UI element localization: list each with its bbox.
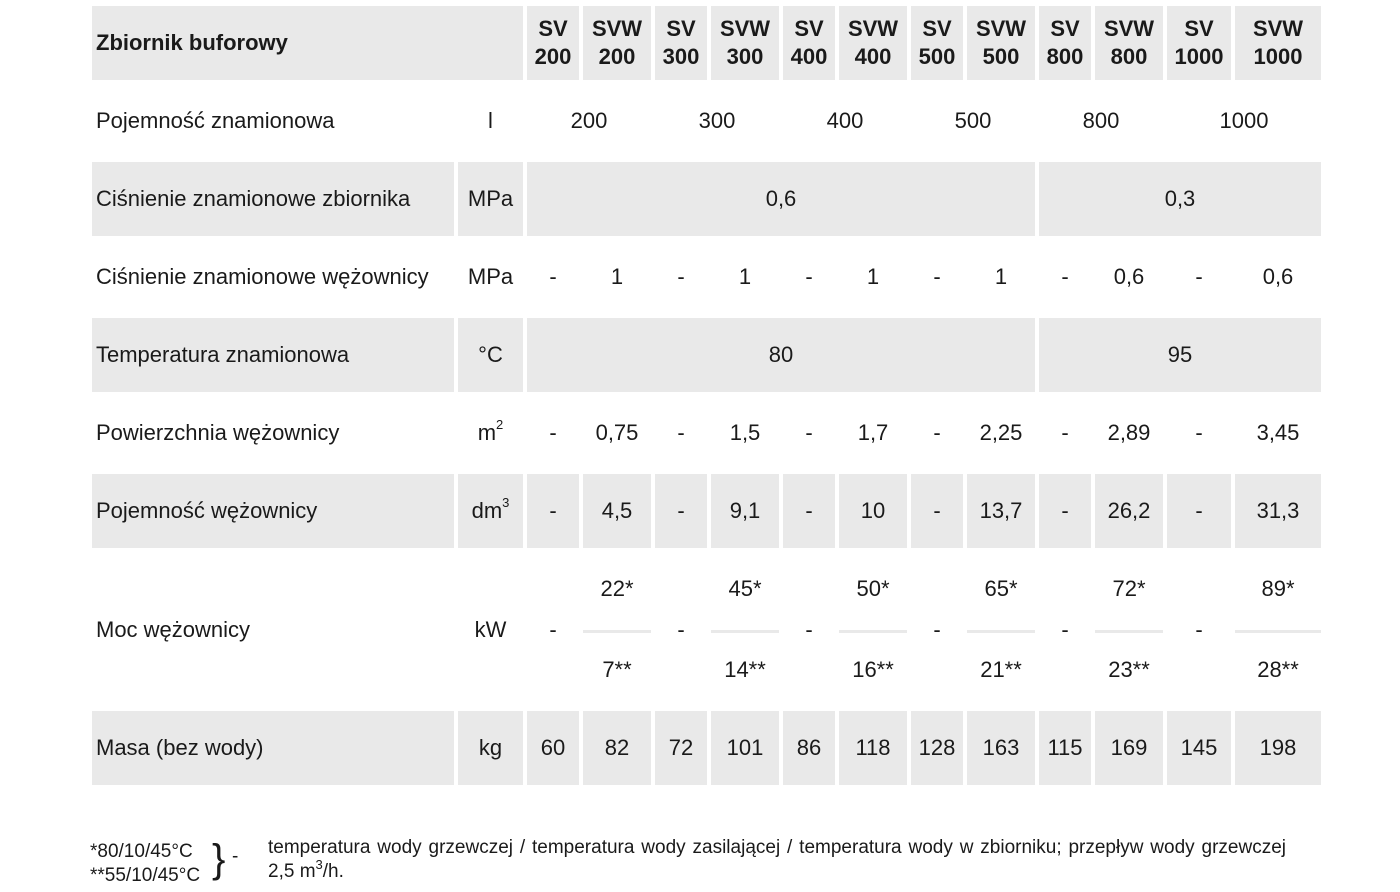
value-cell: 169 [1095,711,1163,785]
row-pojemnosc-wezownicy [92,474,1321,548]
value-cell: - [911,552,963,707]
value-cell: - [1167,474,1231,548]
value-cell: 3,45 [1235,396,1321,470]
row-label: Pojemność znamionowa [92,84,454,158]
value-cell: 7** [583,630,651,707]
footnote-condition-1: *80/10/45°C [90,841,193,862]
model-header-7 [967,6,1035,80]
model-size: 200 [534,44,572,69]
value-cell: 118 [839,711,907,785]
value-cell: 300 [655,84,779,158]
model-size: 1000 [1174,44,1224,69]
model-header-5 [839,6,907,80]
model-header-8 [1039,6,1091,80]
model-header-2 [655,6,707,80]
row-masa [92,711,1321,785]
value-cell: 80 [527,318,1035,392]
value-cell: 128 [911,711,963,785]
model-header-10 [1167,6,1231,80]
unit-cell: MPa [458,162,523,236]
value-cell: 31,3 [1235,474,1321,548]
model-type: SV [794,16,824,41]
value-cell: 2,89 [1095,396,1163,470]
value-cell: - [1039,240,1091,314]
model-size: 400 [854,44,892,69]
value-cell: - [783,240,835,314]
model-type: SVW [1103,16,1155,41]
model-type: SV [1184,16,1214,41]
footnote-brace: } [212,837,226,881]
model-header-6 [911,6,963,80]
model-size: 300 [662,44,700,69]
value-cell: 115 [1039,711,1091,785]
value-cell: 1 [839,240,907,314]
value-cell: 60 [527,711,579,785]
model-type: SVW [975,16,1027,41]
model-size: 800 [1110,44,1148,69]
value-cell: - [1039,474,1091,548]
row-moc [92,552,1321,626]
unit-cell: MPa [458,240,523,314]
model-size: 800 [1046,44,1084,69]
value-cell: - [783,474,835,548]
value-cell: 145 [1167,711,1231,785]
value-cell: 95 [1039,318,1321,392]
value-cell: 0,6 [527,162,1035,236]
value-cell: 86 [783,711,835,785]
value-cell: - [911,240,963,314]
value-cell: 4,5 [583,474,651,548]
unit-cell: kg [458,711,523,785]
value-cell: 72* [1095,552,1163,626]
model-size: 200 [598,44,636,69]
model-type: SVW [591,16,643,41]
buffer-tank-spec-table [88,2,1325,789]
unit-cell: kW [458,552,523,707]
model-header-4 [783,6,835,80]
value-cell: 400 [783,84,907,158]
header-row [92,6,1321,80]
model-header-11 [1235,6,1321,80]
value-cell: 200 [527,84,651,158]
value-cell: 1 [711,240,779,314]
value-cell: - [1039,396,1091,470]
row-pojemnosc [92,84,1321,158]
unit-cell: °C [458,318,523,392]
model-size: 500 [918,44,956,69]
unit-exponent: 3 [502,495,510,510]
value-cell: 163 [967,711,1035,785]
value-cell: 50* [839,552,907,626]
unit-base: dm [471,498,503,523]
value-cell: 23** [1095,630,1163,707]
value-cell: - [527,552,579,707]
model-header-1 [583,6,651,80]
value-cell: 0,3 [1039,162,1321,236]
value-cell: 1,5 [711,396,779,470]
value-cell: - [783,396,835,470]
model-size: 300 [726,44,764,69]
value-cell: 65* [967,552,1035,626]
value-cell: 72 [655,711,707,785]
value-cell: 0,75 [583,396,651,470]
row-label: Masa (bez wody) [92,711,454,785]
value-cell: 9,1 [711,474,779,548]
model-header-0 [527,6,579,80]
value-cell: 28** [1235,630,1321,707]
value-cell: - [911,474,963,548]
row-cisnienie-wezownicy [92,240,1321,314]
footnote-condition-2: **55/10/45°C [90,865,201,886]
value-cell: 13,7 [967,474,1035,548]
model-type: SV [538,16,568,41]
model-type: SVW [719,16,771,41]
row-temperatura [92,318,1321,392]
value-cell: 1000 [1167,84,1321,158]
unit-cell [458,474,523,548]
row-label: Temperatura znamionowa [92,318,454,392]
value-cell: - [655,396,707,470]
model-size: 500 [982,44,1020,69]
table-title: Zbiornik buforowy [92,6,523,80]
row-powierzchnia [92,396,1321,470]
model-size: 1000 [1253,44,1303,69]
value-cell: 26,2 [1095,474,1163,548]
value-cell: 198 [1235,711,1321,785]
value-cell: 1 [967,240,1035,314]
value-cell: - [1167,396,1231,470]
row-label: Pojemność wężownicy [92,474,454,548]
value-cell: 45* [711,552,779,626]
model-size: 400 [790,44,828,69]
value-cell: 82 [583,711,651,785]
value-cell: - [655,474,707,548]
value-cell: 101 [711,711,779,785]
value-cell: 21** [967,630,1035,707]
value-cell: - [527,240,579,314]
value-cell: - [1167,240,1231,314]
footnote-text [268,836,1286,884]
row-label: Ciśnienie znamionowe zbiornika [92,162,454,236]
value-cell: 22* [583,552,651,626]
value-cell: 500 [911,84,1035,158]
unit-cell: l [458,84,523,158]
value-cell: 1,7 [839,396,907,470]
unit-base: m [477,420,497,445]
value-cell: - [527,396,579,470]
model-type: SV [1050,16,1080,41]
footnote-text-main: temperatura wody grzewczej / temperatura wody zasilającej / temperatura wody w zbiorniku; przepływ wody grzewczej 2,5 m [268,837,1286,882]
value-cell: - [1167,552,1231,707]
value-cell: 0,6 [1235,240,1321,314]
value-cell: 10 [839,474,907,548]
value-cell: - [783,552,835,707]
row-label: Powierzchnia wężownicy [92,396,454,470]
model-type: SV [922,16,952,41]
table-body [92,6,1321,785]
value-cell: - [527,474,579,548]
value-cell: - [1039,552,1091,707]
value-cell: 800 [1039,84,1163,158]
footnote [90,836,1290,890]
value-cell: 2,25 [967,396,1035,470]
value-cell: 14** [711,630,779,707]
value-cell: 1 [583,240,651,314]
value-cell: 89* [1235,552,1321,626]
model-type: SVW [1252,16,1304,41]
row-cisnienie-zbiornika [92,162,1321,236]
value-cell: 16** [839,630,907,707]
unit-exponent: 2 [496,417,504,432]
model-header-9 [1095,6,1163,80]
model-header-3 [711,6,779,80]
value-cell: - [655,552,707,707]
model-type: SVW [847,16,899,41]
value-cell: - [911,396,963,470]
model-type: SV [666,16,696,41]
value-cell: - [655,240,707,314]
row-label: Moc wężownicy [92,552,454,707]
unit-cell [458,396,523,470]
row-label: Ciśnienie znamionowe wężownicy [92,240,454,314]
footnote-text-end: /h. [322,861,344,882]
footnote-conditions [90,840,200,888]
footnote-dash: - [232,846,239,867]
value-cell: 0,6 [1095,240,1163,314]
footnote-text-sup: 3 [315,857,323,872]
